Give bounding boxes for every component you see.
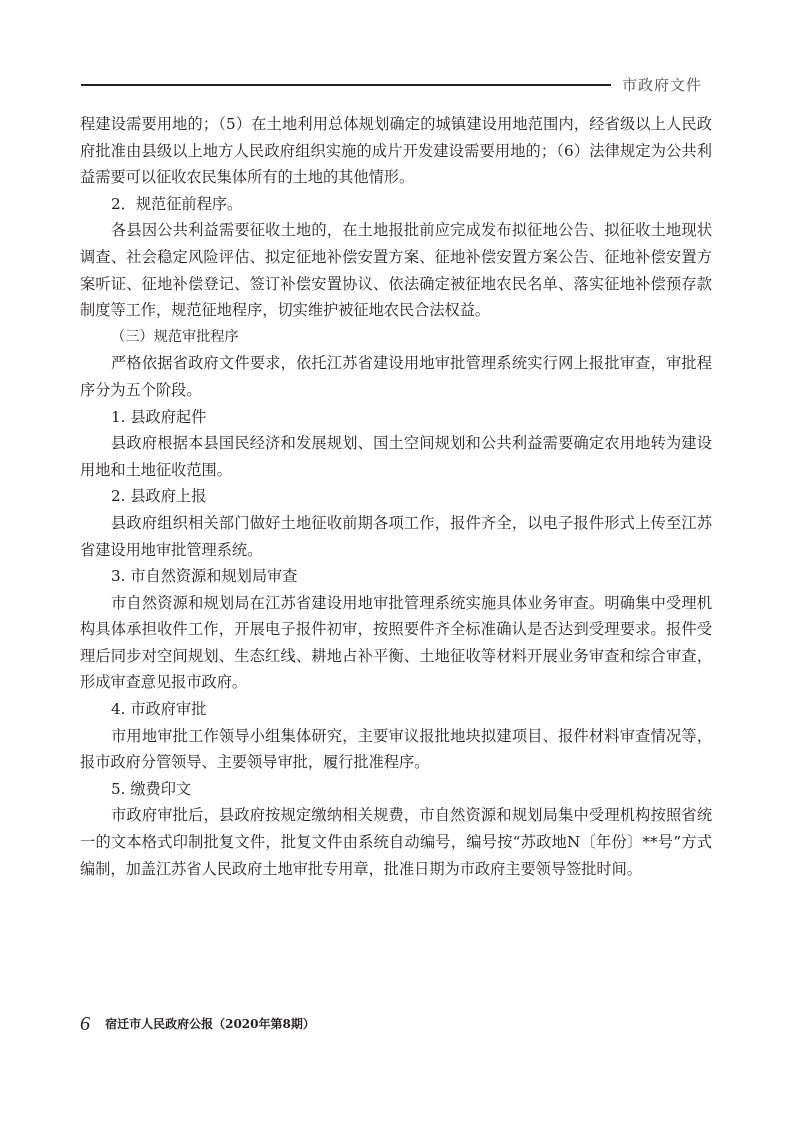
page-number: 6 <box>80 1013 90 1035</box>
section-heading: （三）规范审批程序 <box>111 328 239 345</box>
journal-title: 宿迁市人民政府公报（2020年第8期） <box>105 1017 315 1031</box>
paragraph: 市用地审批工作领导小组集体研究，主要审议报批地块拟建项目、报件材料审查情况等，报市政府分管领导、主要领导审批，履行批准程序。 <box>80 726 712 772</box>
subheading: 2．规范征前程序。 <box>111 194 243 213</box>
subheading: 4. 市政府审批 <box>111 700 207 719</box>
paragraph: 县政府根据本县国民经济和发展规划、国土空间规划和公共利益需要确定农用地转为建设用地和土地征收范围。 <box>80 434 712 479</box>
paragraph: 市政府审批后，县政府按规定缴纳相关规费，市自然资源和规划局集中受理机构按照省统一的文本格式印制批复文件，批复文件由系统自动编号，编号按“苏政地N〔年份〕**号”方式编制，加盖江苏省人民政府土地审批专用章，批准日期为市政府主要领导签批时间。 <box>80 806 712 878</box>
paragraph: 程建设需要用地的；（5）在土地利用总体规划确定的城镇建设用地范围内，经省级以上人民政府批准由县级以上地方人民政府组织实施的成片开发建设需要用地的；（6）法律规定为公共利益需要可以征收农民集体所有的土地的其他情形。 <box>80 115 712 187</box>
paragraph: 县政府组织相关部门做好土地征收前期各项工作，报件齐全，以电子报件形式上传至江苏省建设用地审批管理系统。 <box>80 513 712 559</box>
header-section-label: 市政府文件 <box>622 76 703 94</box>
document-body <box>80 111 712 882</box>
paragraph: 市自然资源和规划局在江苏省建设用地审批管理系统实施具体业务审查。明确集中受理机构具体承担收件工作，开展电子报件初审，按照要件齐全标准确认是否达到受理要求。报件受理后同步对空间规划、生态红线、耕地占补平衡、土地征收等材料开展业务审查和综合审查，形成审查意见报市政府。 <box>80 593 712 692</box>
paragraph: 严格依据省政府文件要求，依托江苏省建设用地审批管理系统实行网上报批审查，审批程序分为五个阶段。 <box>80 354 712 399</box>
paragraph: 各县因公共利益需要征收土地的，在土地报批前应完成发布拟征地公告、拟征收土地现状调查、社会稳定风险评估、拟定征地补偿安置方案、征地补偿安置方案公告、征地补偿安置方案听证、征地补偿登记、签订补偿安置协议、依法确定被征地农民名单、落实征地补偿预存款制度等工作，规范征地程序，切实维护被征地农民合法权益。 <box>80 221 712 320</box>
header-rule <box>81 84 611 86</box>
subheading: 1. 县政府起件 <box>111 407 207 426</box>
subheading: 2. 县政府上报 <box>111 487 207 506</box>
page-footer <box>80 1013 315 1036</box>
subheading: 5. 缴费印文 <box>111 779 192 798</box>
subheading: 3. 市自然资源和规划局审查 <box>111 567 298 586</box>
